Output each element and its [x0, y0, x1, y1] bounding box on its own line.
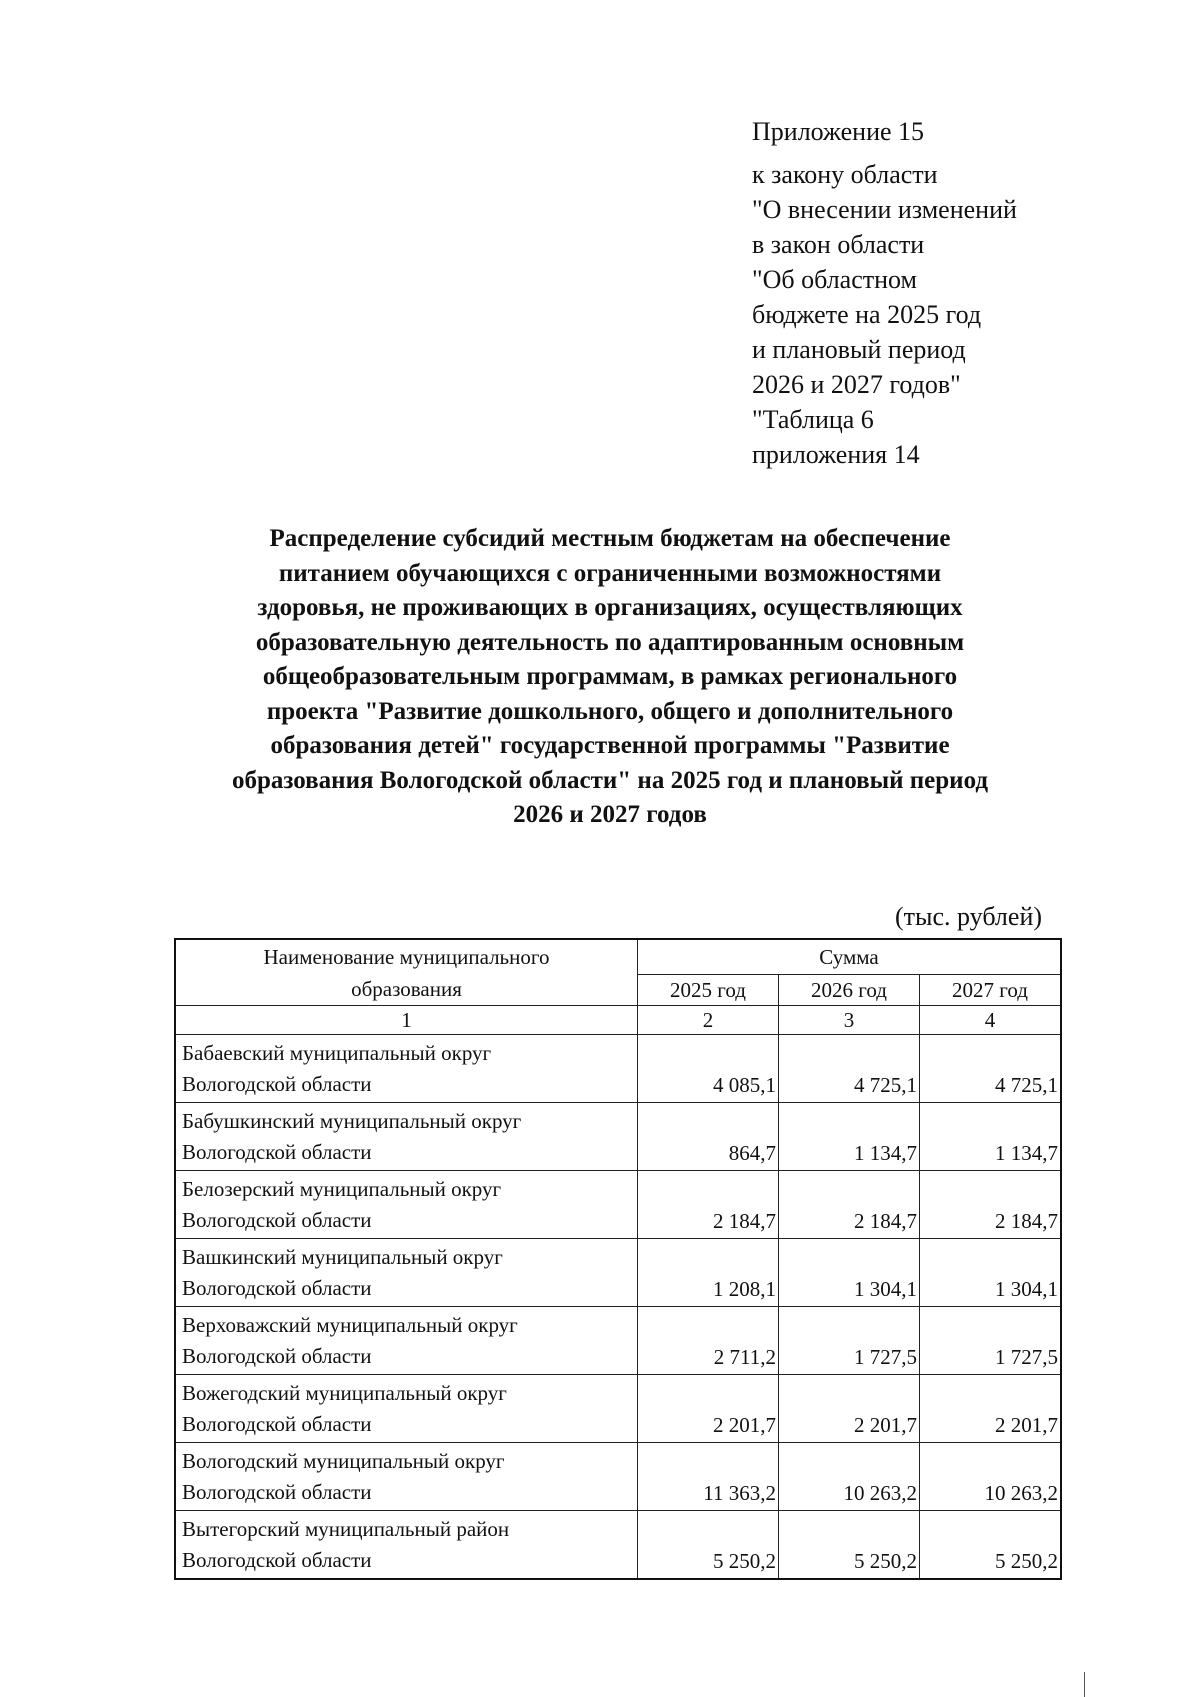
municipality-name-cell [175, 1375, 638, 1443]
value-2025-cell: 4 085,1 [638, 1035, 779, 1103]
title-line: образовательную деятельность по адаптированным основным [255, 628, 965, 656]
value-2026-cell: 2 201,7 [779, 1375, 920, 1443]
municipality-name-cell [175, 1035, 638, 1103]
value-2027-cell: 1 134,7 [920, 1103, 1062, 1171]
title-line: питанием обучающихся с ограниченными возможностями [278, 559, 942, 587]
value-2027-cell: 2 201,7 [920, 1375, 1062, 1443]
municipality-name-cell [175, 1239, 638, 1307]
table-row [175, 1171, 1061, 1239]
title-line: образования детей" государственной программы "Развитие [270, 732, 950, 759]
appendix-line: "О внесении изменений [752, 195, 1017, 224]
municipality-region: Вологодской области [182, 1343, 372, 1368]
municipality-name: Бабушкинский муниципальный округ [182, 1108, 522, 1133]
value-2027-cell: 1 727,5 [920, 1307, 1062, 1375]
column-number-cell: 2 [638, 1006, 779, 1035]
value-2027-cell: 5 250,2 [920, 1511, 1062, 1580]
value-2026-cell: 1 134,7 [779, 1103, 920, 1171]
municipality-region: Вологодской области [182, 1479, 372, 1504]
title-line: Распределение субсидий местным бюджетам на обеспечение [269, 525, 951, 552]
municipality-name-cell [175, 1307, 638, 1375]
table-row [175, 1307, 1061, 1375]
municipality-name: Вашкинский муниципальный округ [182, 1244, 503, 1269]
value-2026-cell: 1 304,1 [779, 1239, 920, 1307]
municipality-name: Бабаевский муниципальный округ [182, 1040, 492, 1065]
header-year-cell: 2025 год [638, 975, 779, 1006]
municipality-region: Вологодской области [182, 1275, 372, 1300]
municipality-region: Вологодской области [182, 1411, 372, 1436]
municipality-name-cell [175, 1103, 638, 1171]
municipality-name-cell [175, 1171, 638, 1239]
title-line: 2026 и 2027 годов [513, 801, 707, 828]
municipality-name: Вожегодский муниципальный округ [182, 1380, 507, 1405]
table-column-numbers-row [175, 1006, 1061, 1035]
header-year-cell: 2027 год [920, 975, 1062, 1006]
column-number-cell: 3 [779, 1006, 920, 1035]
municipality-region: Вологодской области [182, 1139, 372, 1164]
header-name-line: Наименование муниципального [263, 944, 550, 969]
municipality-name: Белозерский муниципальный округ [182, 1176, 502, 1201]
value-2027-cell: 2 184,7 [920, 1171, 1062, 1239]
title-line: здоровья, не проживающих в организациях, осуществляющих [257, 594, 963, 621]
value-2027-cell: 1 304,1 [920, 1239, 1062, 1307]
column-number-cell: 1 [175, 1006, 638, 1035]
appendix-line: к закону области [752, 160, 938, 189]
municipality-region: Вологодской области [182, 1207, 372, 1232]
subsidy-table [174, 938, 1062, 1580]
document-title [170, 522, 1050, 833]
value-2025-cell: 11 363,2 [638, 1443, 779, 1511]
appendix-line: в закон области [752, 230, 925, 259]
appendix-line: "Таблица 6 [752, 405, 874, 434]
table-row [175, 1103, 1061, 1171]
table-header-row [175, 939, 1061, 975]
value-2025-cell: 1 208,1 [638, 1239, 779, 1307]
value-2026-cell: 4 725,1 [779, 1035, 920, 1103]
header-name-cell [175, 939, 638, 1006]
value-2025-cell: 5 250,2 [638, 1511, 779, 1580]
appendix-line: приложения 14 [752, 440, 920, 469]
municipality-name: Вытегорский муниципальный район [182, 1516, 510, 1541]
value-2025-cell: 2 184,7 [638, 1171, 779, 1239]
value-2027-cell: 4 725,1 [920, 1035, 1062, 1103]
table-row [175, 1035, 1061, 1103]
municipality-name-cell [175, 1511, 638, 1580]
header-year-cell: 2026 год [779, 975, 920, 1006]
table-row [175, 1375, 1061, 1443]
value-2025-cell: 2 201,7 [638, 1375, 779, 1443]
value-2025-cell: 2 711,2 [638, 1307, 779, 1375]
header-sum-cell: Сумма [638, 939, 1062, 975]
value-2026-cell: 1 727,5 [779, 1307, 920, 1375]
municipality-name: Вологодский муниципальный округ [182, 1448, 505, 1473]
appendix-line: и плановый период [752, 335, 966, 364]
title-line: общеобразовательным программам, в рамках регионального [262, 663, 958, 690]
value-2027-cell: 10 263,2 [920, 1443, 1062, 1511]
value-2026-cell: 2 184,7 [779, 1171, 920, 1239]
appendix-line: Приложение 15 [752, 117, 925, 146]
value-2026-cell: 5 250,2 [779, 1511, 920, 1580]
title-line: образования Вологодской области" на 2025 год и плановый период [231, 766, 989, 794]
header-name-line: образования [351, 976, 462, 1001]
table-row [175, 1443, 1061, 1511]
table-row [175, 1239, 1061, 1307]
municipality-name-cell [175, 1443, 638, 1511]
appendix-line: "Об областном [752, 265, 917, 294]
municipality-name: Верховажский муниципальный округ [182, 1312, 518, 1337]
page-edge-mark [1084, 1672, 1085, 1697]
table-row [175, 1511, 1061, 1580]
municipality-region: Вологодской области [182, 1071, 372, 1096]
title-line: проекта "Развитие дошкольного, общего и дополнительного [266, 697, 954, 725]
appendix-line: 2026 и 2027 годов" [752, 370, 961, 399]
appendix-reference [752, 114, 1092, 472]
value-2026-cell: 10 263,2 [779, 1443, 920, 1511]
column-number-cell: 4 [920, 1006, 1062, 1035]
appendix-line: бюджете на 2025 год [752, 300, 982, 329]
units-label: (тыс. рублей) [895, 902, 1043, 931]
value-2025-cell: 864,7 [638, 1103, 779, 1171]
municipality-region: Вологодской области [182, 1547, 372, 1572]
